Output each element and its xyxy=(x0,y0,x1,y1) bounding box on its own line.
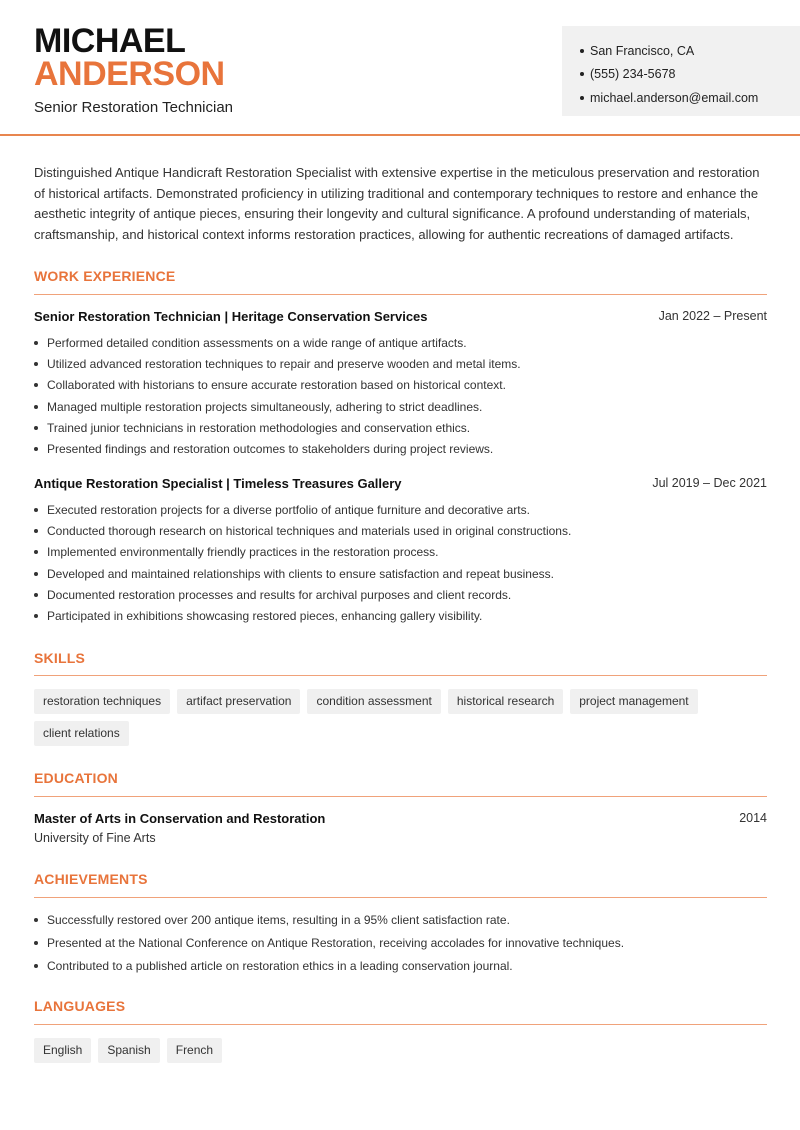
degree-title: Master of Arts in Conservation and Restoration xyxy=(34,811,326,826)
education-heading: EDUCATION xyxy=(34,770,118,786)
skills-list xyxy=(34,689,767,753)
list-item: Performed detailed condition assessments on a wide range of antique artifacts. xyxy=(34,332,767,353)
bullet-icon xyxy=(34,593,38,597)
contact-phone: (555) 234-5678 xyxy=(580,63,800,87)
list-item: Developed and maintained relationships with clients to ensure satisfaction and repeat business. xyxy=(34,563,767,584)
bullet-icon xyxy=(34,426,38,430)
skill-chip: project management xyxy=(570,689,697,714)
list-item: Conducted thorough research on historical techniques and materials used in original constructions. xyxy=(34,520,767,541)
skill-chip: restoration techniques xyxy=(34,689,170,714)
job-role: Senior Restoration Technician | Heritage Conservation Services xyxy=(34,309,428,324)
language-chip: French xyxy=(167,1038,222,1063)
resume-header xyxy=(0,0,800,136)
skill-chip: condition assessment xyxy=(307,689,440,714)
skill-chip: client relations xyxy=(34,721,129,746)
bullet-icon xyxy=(34,550,38,554)
list-item: Collaborated with historians to ensure accurate restoration based on historical context. xyxy=(34,375,767,396)
job-role: Antique Restoration Specialist | Timeless Treasures Gallery xyxy=(34,476,402,491)
bullet-icon xyxy=(34,362,38,366)
section-divider xyxy=(34,897,767,898)
list-item: Presented at the National Conference on Antique Restoration, receiving accolades for innovative techniques. xyxy=(34,932,767,955)
last-name: ANDERSON xyxy=(34,55,225,93)
list-item: Participated in exhibitions showcasing restored pieces, enhancing gallery visibility. xyxy=(34,605,767,626)
bullet-icon xyxy=(34,614,38,618)
list-item: Successfully restored over 200 antique items, resulting in a 95% client satisfaction rate. xyxy=(34,909,767,932)
job-title: Senior Restoration Technician xyxy=(34,99,234,116)
bullet-icon xyxy=(34,447,38,451)
bullet-icon xyxy=(34,508,38,512)
first-name: MICHAEL xyxy=(34,22,186,60)
section-divider xyxy=(34,1024,767,1025)
list-item: Documented restoration processes and results for archival purposes and client records. xyxy=(34,584,767,605)
skills-heading: SKILLS xyxy=(34,650,85,666)
section-divider xyxy=(34,675,767,676)
language-chip: English xyxy=(34,1038,91,1063)
work-experience-heading: WORK EXPERIENCE xyxy=(34,268,176,284)
language-chip: Spanish xyxy=(98,1038,159,1063)
contact-email: michael.anderson@email.com xyxy=(580,86,800,110)
list-item: Executed restoration projects for a diverse portfolio of antique furniture and decorative arts. xyxy=(34,499,767,520)
graduation-year: 2014 xyxy=(739,811,767,825)
education-entry-header xyxy=(34,811,767,826)
languages-heading: LANGUAGES xyxy=(34,998,126,1014)
achievements-heading: ACHIEVEMENTS xyxy=(34,871,148,887)
bullet-icon xyxy=(580,96,584,100)
bullet-icon xyxy=(34,341,38,345)
bullet-icon xyxy=(34,572,38,576)
achievement-bullets xyxy=(34,909,767,977)
bullet-icon xyxy=(34,964,38,968)
job-bullets xyxy=(34,499,767,627)
bullet-icon xyxy=(34,918,38,922)
job-entry-header xyxy=(34,309,767,324)
contact-box xyxy=(562,26,800,116)
list-item: Presented findings and restoration outcomes to stakeholders during project reviews. xyxy=(34,438,767,459)
bullet-icon xyxy=(34,405,38,409)
bullet-icon xyxy=(34,529,38,533)
skill-chip: artifact preservation xyxy=(177,689,300,714)
job-date: Jul 2019 – Dec 2021 xyxy=(652,476,767,490)
section-divider xyxy=(34,294,767,295)
job-bullets xyxy=(34,332,767,460)
languages-list xyxy=(34,1038,767,1070)
bullet-icon xyxy=(34,941,38,945)
bullet-icon xyxy=(34,383,38,387)
summary-paragraph: Distinguished Antique Handicraft Restoration Specialist with extensive expertise in the meticulous preservation and restoration of historical artifacts. Demonstrated proficiency in utilizing traditional and contemporary techniques to restore and enhance the aesthetic integrity of antique pieces, ensuring their longevity and cultural significance. A profound understanding of materials, craftsmanship, and historical context informs restoration practices, allowing for authentic recreations of damaged artifacts. xyxy=(34,165,760,242)
job-entry-header xyxy=(34,476,767,491)
section-divider xyxy=(34,796,767,797)
skill-chip: historical research xyxy=(448,689,563,714)
list-item: Utilized advanced restoration techniques to repair and preserve wooden and metal items. xyxy=(34,353,767,374)
list-item: Trained junior technicians in restoration methodologies and conservation ethics. xyxy=(34,417,767,438)
list-item: Implemented environmentally friendly practices in the restoration process. xyxy=(34,542,767,563)
bullet-icon xyxy=(580,72,584,76)
contact-location: San Francisco, CA xyxy=(580,39,800,63)
job-date: Jan 2022 – Present xyxy=(658,309,767,323)
list-item: Managed multiple restoration projects simultaneously, adhering to strict deadlines. xyxy=(34,396,767,417)
school-name: University of Fine Arts xyxy=(34,831,156,845)
list-item: Contributed to a published article on restoration ethics in a leading conservation journal. xyxy=(34,954,767,977)
bullet-icon xyxy=(580,49,584,53)
